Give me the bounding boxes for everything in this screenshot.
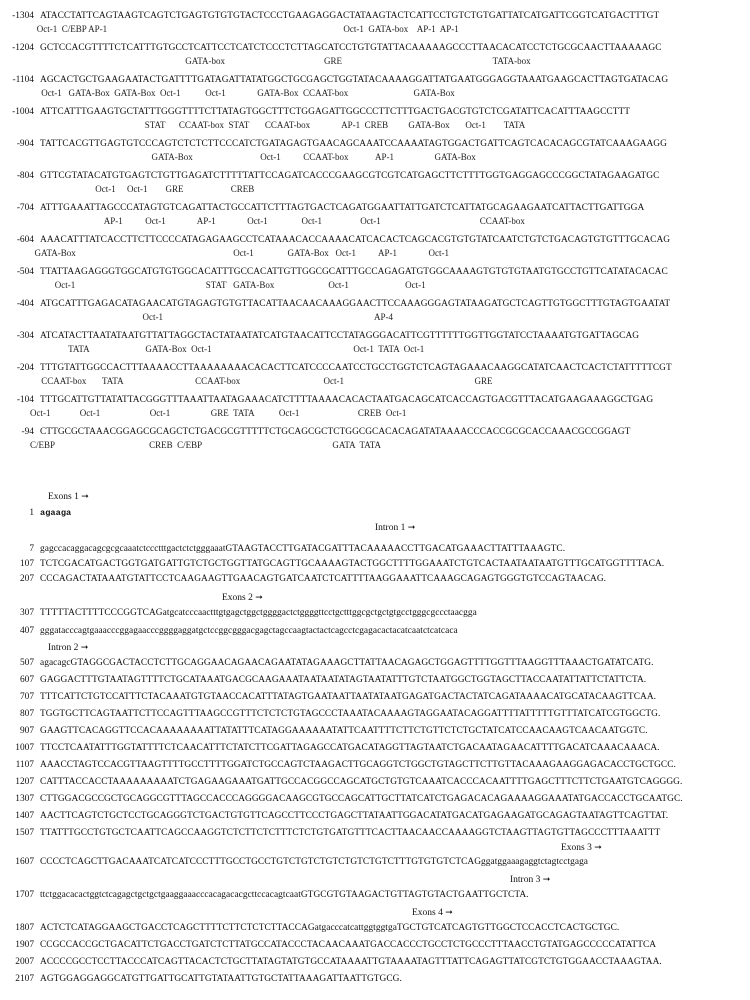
dna-sequence: ACCCCGCCTCCTTACCCATCAGTTACACTCTGCTTATAGTATGTGCCATAAAATTGTAAAATAGTTTATTCAGAGTTATCGTCTGTGGAACCTAAAGTAA. <box>40 957 662 967</box>
position-number: 507 <box>19 658 34 668</box>
gene-row <box>4 656 746 670</box>
gene-row <box>4 542 746 556</box>
dna-sequence: CATTTACCACCTAAAAAAAAATCTGAGAAGAAATGATTGCCACGGCCAGCATGCTGTGTCAAATCACCCACAATTTTGAGCTTTCTTCTGAATGTCAGGGG. <box>40 777 683 787</box>
dna-sequence: AACTTCAGTCTGCTCCTGCAGGGTCTGACTGTGTTCAGCCTTCCCTGAGCTTATAATTGGACATATGACATGAGAAGATGCAGAGTAATAGTTCAGTTAT. <box>40 811 669 821</box>
motif-annotations: GATA-Box Oct-1 GATA-Box Oct-1 AP-1 Oct-1 <box>30 248 450 258</box>
motif-annotations: GATA-box GRE TATA-box <box>30 56 531 66</box>
gene-row <box>4 724 746 738</box>
gene-row <box>4 826 746 840</box>
dna-sequence: CCCCTCAGCTTGACAAATCATCATCCCTTTGCCTGCCTGTCTGTCTGTCTGTCTGTCTTTGTGTGTCTCAGggatggaaagaggtctagtcctgaga <box>40 857 589 867</box>
position-number: 2107 <box>15 974 34 984</box>
position-number: 307 <box>19 608 34 618</box>
promoter-row <box>4 425 746 439</box>
dna-sequence: AGTGGAGGAGGCATGTTGATTGCATTGTATAATTGTGCTATTAAAGATTAATTGTGCG. <box>40 974 402 984</box>
right-arrow-icon: ➞ <box>255 593 263 603</box>
dna-sequence: TTTGCATTGTTATATTACGGGTTTAAATTAATAGAAACATCTTTTAAAACACACTAATGACAGCATCACCAGTGACGTTTACATGAAGAAAGGCTGAG <box>40 395 654 405</box>
right-arrow-icon: ➞ <box>407 523 416 533</box>
exon-label-text: Exons 4 <box>412 908 443 918</box>
gene-row <box>4 855 746 869</box>
exon-4-label <box>412 907 453 920</box>
dna-sequence: TGGTGCTTCAGTAATTCTTCCAGTTTAAGCCGTTTCTCTCTGTAGCCCTAAATACAAAAGTAGGAATACAGGATTTTATTTTTGTTTATCATCGTGGCTG. <box>40 709 661 719</box>
position-number: -1104 <box>12 75 34 85</box>
dna-sequence: AAACCTAGTCCACGTTAAGTTTTGCCTTTTGGATCTGCCAGTCTAAGACTTGCAGGTCTGGCTGTAGCTTCTTGTTACAAAGAAGGAGACACCTGCTGCC. <box>40 760 676 770</box>
promoter-row <box>4 169 746 183</box>
position-number: 707 <box>19 692 34 702</box>
position-number: 607 <box>19 675 34 685</box>
exon-3-label <box>561 842 602 855</box>
right-arrow-icon: ➞ <box>81 492 89 502</box>
position-number: 807 <box>19 709 34 719</box>
position-number: -604 <box>16 235 34 245</box>
position-number: -904 <box>16 139 34 149</box>
position-number: 1407 <box>15 811 34 821</box>
position-number: 2007 <box>15 957 34 967</box>
dna-sequence: agacagcGTAGGCGACTACCTCTTGCAGGAACAGAACAGAATATAGAAAGCTTATTAACAGAGCTGGAGTTTTGGTTTAAGGTTTAAACTGATATCATG. <box>40 658 654 668</box>
exon-label-text: Exons 3 <box>561 843 592 853</box>
position-number: -404 <box>16 299 34 309</box>
gene-row <box>4 572 746 586</box>
motif-annotations: Oct-1 Oct-1 GRE CREB <box>30 184 255 194</box>
position-number: 107 <box>19 559 34 569</box>
promoter-row <box>4 361 746 375</box>
dna-sequence: TATTCACGTTGAGTGTCCCAGTCTCTCTTCCCATCTGATAGAGTGAACAGCAAATCCAAAATAGTGGACTGATTCAGTCACACAGCGTATCAAAGAAGG <box>40 139 667 149</box>
intron-label-text: Intron 3 <box>510 875 541 885</box>
right-arrow-icon: ➞ <box>542 875 551 885</box>
gene-row <box>4 888 746 902</box>
promoter-row <box>4 9 746 23</box>
dna-sequence: ACTCTCATAGGAAGCTGACCTCAGCTTTTCTTCTCTCTTACCAGatgacccatcattggtggtgaTGCTGTCATCAGTGTTGGCTCCACCTCACTGCTGC. <box>40 923 620 933</box>
dna-sequence: gggatacccagtgaaacccggagaacccggggaggatgctccggcgggacgagctagccaagtactactcagcctcgagacactacatcaatctcatcaca <box>40 626 458 636</box>
right-arrow-icon: ➞ <box>445 908 453 918</box>
dna-sequence: TCTCGACATGACTGGTGATGATTGTCTGCTGGTTATGCAGTTGCAAAAGTACTGGCTTTTGGAAATCTGTCACTAATAATAATGTTTGCATGGTTTTACA. <box>40 559 665 569</box>
position-number: -204 <box>16 363 34 373</box>
position-number: 1707 <box>15 890 34 900</box>
dna-sequence: GAAGTTCACAGGTTCCACAAAAAAAATTATATTTCATAGGAAAAAATATTCAATTTTCTTCTGTTCTCTGCTATCATCCAACAAGTCAACAATGGTC. <box>40 726 648 736</box>
gene-row <box>4 775 746 789</box>
position-number: 907 <box>19 726 34 736</box>
gene-row <box>4 792 746 806</box>
dna-sequence: TTTCATTCTGTCCATTTCTACAAATGTGTAACCACATTTATAGTGAATAATTAATATAATGAGATGACTACTATCAGATAAAACATGCATACAAGTTCAA. <box>40 692 657 702</box>
promoter-row <box>4 329 746 343</box>
dna-sequence: ATTCATTTGAAGTGCTATTTGGGTTTTCTTATAGTGGCTTTCTGGAGATTGGCCCTTCTTTGACTGACGTGTCTCGATATTCACATTTAAGCCTTT <box>40 107 631 117</box>
dna-sequence: TTCCTCAATATTTGGTATTTTCTCAACATTTCTATCTTCGATTAGAGCCATGACATAGGTTAGTAATCTGACAATAGAACATTTTGACATCAAACAAACA. <box>40 743 660 753</box>
position-number: -704 <box>16 203 34 213</box>
dna-sequence: AGCACTGCTGAAGAATACTGATTTTGATAGATTATATGGCTGCGAGCTGGTATACAAAAGGATTATGAATGGGAGGTAAATGAAGCACTTAGTGATACAG <box>40 75 669 85</box>
position-number: 1007 <box>15 743 34 753</box>
exon-1-label <box>48 491 89 504</box>
gene-row <box>4 938 746 952</box>
motif-annotations: Oct-1 GATA-Box GATA-Box Oct-1 Oct-1 GATA-Box CCAAT-box GATA-Box <box>30 88 455 98</box>
motif-annotations: CCAAT-box TATA CCAAT-box Oct-1 GRE <box>30 376 493 386</box>
exon-label-text: Exons 1 <box>48 492 79 502</box>
gene-row <box>4 606 746 620</box>
gene-row <box>4 707 746 721</box>
gene-row <box>4 921 746 935</box>
position-number: 1107 <box>15 760 34 770</box>
position-number: 1807 <box>15 923 34 933</box>
promoter-row <box>4 233 746 247</box>
exon-label-text: Exons 2 <box>222 593 253 603</box>
motif-annotations: TATA GATA-Box Oct-1 Oct-1 TATA Oct-1 <box>30 344 425 354</box>
position-number: -804 <box>16 171 34 181</box>
motif-annotations: STAT CCAAT-box STAT CCAAT-box AP-1 CREB GATA-Box Oct-1 TATA <box>30 120 526 130</box>
position-number: 1307 <box>15 794 34 804</box>
motif-annotations: Oct-1 STAT GATA-Box Oct-1 Oct-1 <box>30 280 426 290</box>
position-number: 407 <box>19 626 34 636</box>
promoter-row <box>4 41 746 55</box>
motif-annotations: Oct-1 AP-4 <box>30 312 393 322</box>
motif-annotations: AP-1 Oct-1 AP-1 Oct-1 Oct-1 Oct-1 CCAAT-box <box>30 216 525 226</box>
dna-sequence: ATGCATTTGAGACATAGAACATGTAGAGTGTGTTACATTAACAACAAAGGAACTTCCAAAGGGAGTATAAGATGCTCAGTTGTGGCTTTGTAGTGAATAT <box>40 299 671 309</box>
dna-sequence: GCTCCACGTTTTCTCATTTGTGCCTCATTCCTCATCTCCCTCTTAGCATCCTGTGTATTACAAAAAGCCCTTAACACATCCTCTGCGCAACTTAAAAAGC <box>40 43 662 53</box>
position-number: 1507 <box>15 828 34 838</box>
right-arrow-icon: ➞ <box>80 643 89 653</box>
position-number: 1907 <box>15 940 34 950</box>
exon-1-row <box>4 506 746 520</box>
promoter-row <box>4 201 746 215</box>
gene-row <box>4 673 746 687</box>
intron-label-text: Intron 1 <box>375 523 406 533</box>
gene-row <box>4 809 746 823</box>
gene-row <box>4 624 746 638</box>
motif-annotations: Oct-1 Oct-1 Oct-1 GRE TATA Oct-1 CREB Oct-1 <box>30 408 407 418</box>
dna-sequence: TTATTAAGAGGGTGGCATGTGTGGCACATTTGCCACATTGTTGGCGCATTTGCCAGAGATGTGGCAAAAGTGTGTGTAATGTGCCTGTTCATATACACAC <box>40 267 668 277</box>
motif-annotations: C/EBP CREB C/EBP GATA TATA <box>30 440 382 450</box>
position-number: 7 <box>29 544 34 554</box>
intron-3-label <box>510 874 550 887</box>
position-number: 1 <box>29 508 34 518</box>
dna-sequence: TTATTTGCCTGTGCTCAATTCAGCCAAGGTCTCTTCTCTTTCTCTGTGATGTTTCACTTAACAACCAAAAGGTCTAAGTTAGTGTTAGCCCTTTAAATTT <box>40 828 661 838</box>
position-number: -1204 <box>12 43 34 53</box>
promoter-row <box>4 137 746 151</box>
dna-sequence: CTTGGACGCCGCTGCAGGCGTTTAGCCACCCAGGGGACAAGCGTGCCAGCATTGCTTATCATCTGAGACACAGAAAAGGAAATATGACCACCTGCAATGC. <box>40 794 683 804</box>
dna-sequence: TTTGTATTGGCCACTTTAAAACCTTAAAAAAAACACACTTCATCCCCAATCCTGCCTGGTCTCAGTAGAAACAAGGCATATCAACTCACTCTATTTTTCGT <box>40 363 672 373</box>
dna-sequence: ttctggacacactggtctcagagctgctgctgaaggaaacccacagacacgcttccacagtcaatGTGCGTGTAAGACTGTTAGTGTACTGAATTGCTCTA. <box>40 890 529 900</box>
dna-sequence: CCGCCACCGCTGACATTCTGACCTGATCTCTTATGCCATACCCTACAACAAATGACCACCCTGCCTCTGCCCTTTAACCTGTATGAGCCCCCATATTCA <box>40 940 657 950</box>
gene-row <box>4 741 746 755</box>
intron-1-label <box>375 522 415 535</box>
gene-row <box>4 972 746 986</box>
promoter-row <box>4 73 746 87</box>
gene-row <box>4 557 746 571</box>
dna-sequence: GAGGACTTTGTAATAGTTTTCTGCATAAATGACGCAAGAAATAATAATATAGTAATATTTGTCTAATGGCTGGTAGCTTACCAATATTATTCTATTCTA. <box>40 675 647 685</box>
exon-2-label <box>222 592 263 605</box>
right-arrow-icon: ➞ <box>594 843 602 853</box>
dna-sequence: TTTTTACTTTTCCCGGTCAGatgcatcccaactttgtgagctggctggggactctggggttcctgctttggcgctgctgtgcctgggcgccctaacgga <box>40 608 477 618</box>
intron-label-text: Intron 2 <box>48 643 79 653</box>
position-number: -1304 <box>12 11 34 21</box>
dna-sequence: ATTTGAAATTAGCCCATAGTGTCAGATTACTGCCATTCTTTAGTGACTCAGATGGAATTATTGATCTCATTATGCAGAAGAATCATTACTTGATTGGA <box>40 203 645 213</box>
motif-annotations: Oct-1 C/EBP AP-1 Oct-1 GATA-box AP-1 AP-1 <box>30 24 459 34</box>
position-number: -304 <box>16 331 34 341</box>
motif-annotations: GATA-Box Oct-1 CCAAT-box AP-1 GATA-Box <box>30 152 476 162</box>
gene-row <box>4 690 746 704</box>
dna-sequence: CCCAGACTATAAATGTATTCCTCAAGAAGTTGAACAGTGATCAATCTCATTTTAAGGAAATTCAAAGCAGAGTGGGTGTCCAGTAACAG. <box>40 574 607 584</box>
dna-sequence: ATCATACTTAATATAATGTTATTAGGCTACTATAATATCATGTAACATTCCTATAGGGACATTCGTTTTTTGGTTGGTATCCTAAAATGTGATTAGCAG <box>40 331 640 341</box>
dna-sequence: CTTGCGCTAAACGGAGCGCAGCTCTGACGCGTTTTTCTGCAGCGCTCTGGCGCACACAGATATAAAACCCACCGCGCACCAAACGCCGGAGT <box>40 427 631 437</box>
position-number: -104 <box>16 395 34 405</box>
dna-sequence: ATACCTATTCAGTAAGTCAGTCTGAGTGTGTGTACTCCCTGAAGAGGACTATAAGTACTCATTCCTGTCTGTGATTATCATGATTCGGTCATGACTTTGT <box>40 11 660 21</box>
position-number: 207 <box>19 574 34 584</box>
position-number: 1207 <box>15 777 34 787</box>
promoter-row <box>4 393 746 407</box>
promoter-row <box>4 105 746 119</box>
position-number: -94 <box>21 427 34 437</box>
promoter-row <box>4 265 746 279</box>
position-number: -504 <box>16 267 34 277</box>
dna-sequence: GTTCGTATACATGTGAGTCTGTTGAGATCTTTTTATTCCAGATCACCCGAAGCGTCGTCATGAGCTTCTTTTGGTGAGGAGCCCGGCTATAGAAGATGC <box>40 171 660 181</box>
promoter-row <box>4 297 746 311</box>
gene-row <box>4 758 746 772</box>
position-number: 1607 <box>15 857 34 867</box>
intron-2-label <box>48 642 88 655</box>
dna-sequence: AAACATTTATCACCTTCTTCCCCATAGAGAAGCCTCATAAACACCAAAACATCACACTCAGCACGTGTGTATCAATCTGTCTGACAGTGTGTTTGCACAG <box>40 235 671 245</box>
dna-sequence: agaaga <box>40 508 72 518</box>
dna-sequence: gagccacaggacagcgcgcaaatctccctttgactctctgggaaatGTAAGTACCTTGATACGATTTACAAAAACCTTGACATGAAACTTATTTAAAGTC. <box>40 544 566 554</box>
gene-row <box>4 955 746 969</box>
position-number: -1004 <box>12 107 34 117</box>
